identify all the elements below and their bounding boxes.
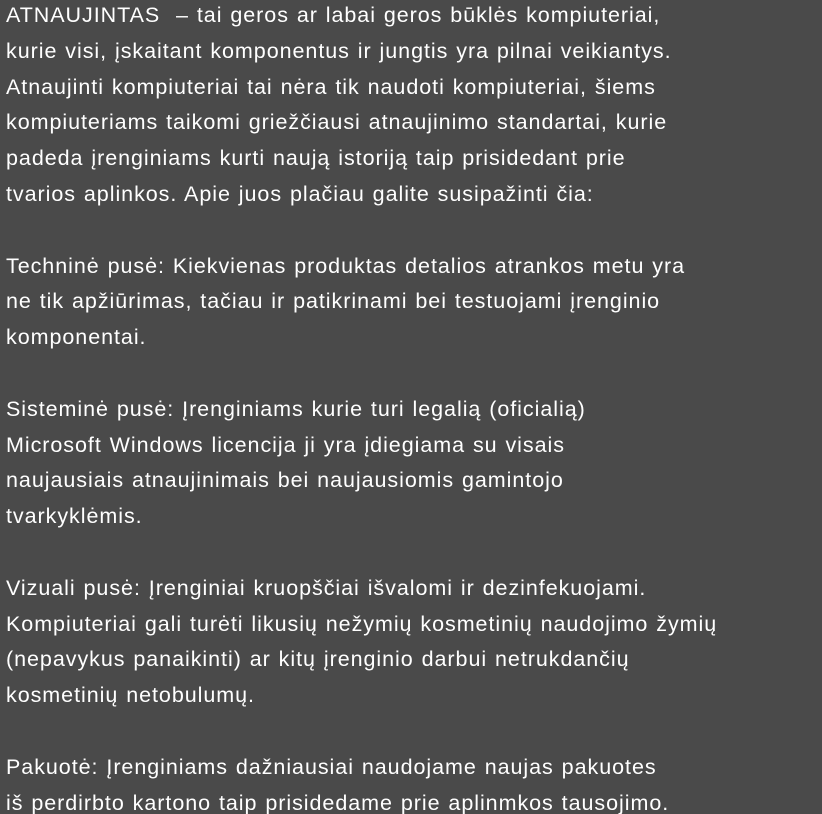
visual-section bbox=[6, 571, 822, 714]
system-term: Sisteminė pusė bbox=[6, 396, 168, 421]
system-line-3: naujausiais atnaujinimais bei naujausiomis gamintojo bbox=[6, 468, 564, 493]
visual-line-3: (nepavykus panaikinti) ar kitų įrenginio darbui netrukdančių bbox=[6, 647, 630, 672]
intro-line-5: padeda įrenginiams kurti naują istoriją taip prisidedant prie bbox=[6, 146, 626, 171]
packaging-line-2: iš perdirbto kartono taip prisidedame prie aplinmkos tausojimo. bbox=[6, 790, 670, 814]
visual-line-1 bbox=[6, 571, 822, 607]
packaging-section bbox=[6, 750, 822, 814]
intro-text: – tai geros ar labai geros būklės kompiuteriai, bbox=[160, 3, 661, 27]
intro-paragraph bbox=[6, 0, 822, 213]
intro-line-3: Atnaujinti kompiuteriai tai nėra tik naudoti kompiuteriai, šiems bbox=[6, 74, 656, 99]
intro-term: ATNAUJINTAS bbox=[6, 3, 161, 27]
intro-line-4: kompiuteriams taikomi griežčiausi atnaujinimo standartai, kurie bbox=[6, 110, 668, 135]
technical-line-3: komponentai. bbox=[6, 325, 147, 350]
packaging-term: Pakuotė bbox=[6, 754, 92, 779]
intro-line-1 bbox=[6, 0, 822, 34]
system-section bbox=[6, 392, 822, 535]
visual-text: : Įrenginiai kruopščiai išvalomi ir dezinfekuojami. bbox=[133, 575, 647, 600]
intro-line-2: kurie visi, įskaitant komponentus ir jungtis yra pilnai veikiantys. bbox=[6, 38, 672, 63]
system-line-1 bbox=[6, 392, 822, 428]
visual-term: Vizuali pusė bbox=[6, 575, 134, 600]
system-text: : Įrenginiams kurie turi legalią (oficialią) bbox=[167, 396, 586, 421]
packaging-line-1 bbox=[6, 750, 822, 786]
technical-text: : Kiekvienas produktas detalios atrankos metu yra bbox=[158, 253, 686, 278]
packaging-text: : Įrenginiams dažniausiai naudojame naujas pakuotes bbox=[91, 754, 657, 779]
visual-line-4: kosmetinių netobulumų. bbox=[6, 683, 255, 708]
technical-term: Techninė pusė bbox=[6, 253, 159, 278]
visual-line-2: Kompiuteriai gali turėti likusių nežymių kosmetinių naudojimo žymių bbox=[6, 611, 718, 636]
technical-line-2: ne tik apžiūrimas, tačiau ir patikrinami bei testuojami įrenginio bbox=[6, 289, 661, 314]
technical-line-1 bbox=[6, 249, 822, 285]
system-line-2: Microsoft Windows licencija ji yra įdiegiama su visais bbox=[6, 432, 565, 457]
system-line-4: tvarkyklėmis. bbox=[6, 504, 143, 529]
technical-section bbox=[6, 249, 822, 356]
intro-line-6: tvarios aplinkos. Apie juos plačiau galite susipažinti čia: bbox=[6, 181, 594, 206]
